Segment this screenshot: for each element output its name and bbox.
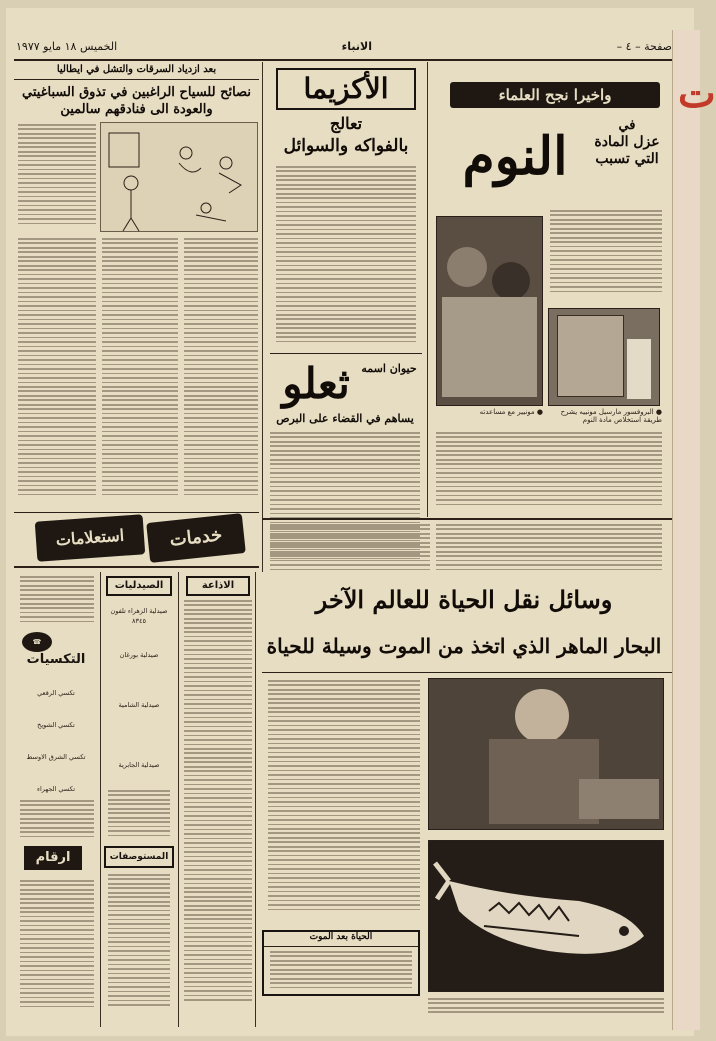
eczema-body-text <box>276 166 416 351</box>
science-body-text <box>436 432 662 512</box>
transport-title-1: وسائل نقل الحياة للعالم الآخر <box>315 585 613 614</box>
science-photo-lab <box>548 308 660 406</box>
header-date: الخميس ١٨ مايو ١٩٧٧ <box>16 40 118 53</box>
photo-figure-head-2 <box>492 262 530 300</box>
header-page-number: صفحة – ٤ – <box>616 40 672 53</box>
column-divider-dir1 <box>100 572 101 1027</box>
services-banner-inquiries: استعلامات <box>35 514 146 561</box>
broadcast-title: الاذاعة <box>186 576 250 596</box>
pharmacy-entry-1: صيدلية الزهراء تلفون ٨٣٤٥ <box>110 607 168 625</box>
science-intro-text <box>550 210 662 300</box>
fish-illustration <box>429 841 665 993</box>
taxi-entry-3: تكسي الشرق الاوسط <box>26 753 86 761</box>
transport-rule <box>262 672 672 673</box>
clinics-title: المستوصفات <box>104 846 174 868</box>
photo-woman-head <box>515 689 569 743</box>
italy-col3-text <box>184 238 258 508</box>
afterlife-box <box>262 930 420 996</box>
photo2-caption: ● البروفسور مارسيل مونييه يشرح طريقة استخلاص مادة النوم <box>560 408 662 424</box>
taxi-entry-1: تكسي الرقعي <box>37 689 75 697</box>
pharmacy-more-text <box>108 790 170 840</box>
animal-subtitle: يساهم في القضاء على البرص <box>276 412 414 425</box>
header-newspaper-name: الانباء <box>341 40 372 53</box>
science-kicker: واخيرا نجح العلماء <box>450 82 660 108</box>
italy-intro-text <box>18 124 96 234</box>
animal-continued-text <box>270 524 430 574</box>
numbers-text <box>20 880 94 1015</box>
taxi-title: التكسيات <box>26 652 86 667</box>
photo-chart-board <box>557 315 624 397</box>
science-photo-scientists <box>436 216 543 406</box>
italy-subhead: نصائح للسياح الراغبين في تذوق السباغيتي والعودة الى فنادقهم سالمين <box>22 85 251 117</box>
page-header <box>14 40 672 58</box>
adjacent-page-letter: ت <box>678 70 716 117</box>
science-continued-text <box>436 524 662 574</box>
taxi-logo: ☎ <box>22 632 52 652</box>
science-title-main: النوم <box>462 126 568 187</box>
transport-title-2: البحار الماهر الذي اتخذ من الموت وسيلة للحياة <box>266 634 662 658</box>
afterlife-box-title: الحياة بعد الموت <box>264 932 418 947</box>
animal-kicker: حيوان اسمه <box>361 362 417 375</box>
transport-photo-woman <box>428 678 664 830</box>
clinics-text <box>108 874 170 1014</box>
numbers-title: ارقام <box>24 846 82 870</box>
eczema-title: الأكزيما <box>276 68 416 110</box>
italy-headline: بعد ازدياد السرقات والتشل في ايطاليا <box>14 64 259 80</box>
directory-top-text <box>20 576 94 626</box>
taxi-more-text <box>20 800 94 840</box>
services-rule <box>14 512 259 513</box>
photo1-caption: ● مونيير مع مساعدته <box>479 408 543 416</box>
photo-scientist-figure <box>627 339 651 399</box>
column-divider-right <box>427 62 428 517</box>
pharmacy-entry-3: صيدلية الشامية <box>118 701 160 709</box>
pharmacy-entry-4: صيدلية الجابرية <box>118 761 160 769</box>
pharmacy-entry-2: صيدلية بورغان <box>119 651 159 659</box>
eczema-subtitle-1: تعالج <box>329 114 363 133</box>
afterlife-box-text <box>270 951 412 991</box>
eczema-subtitle-2: بالفواكه والسوائل <box>283 136 409 156</box>
directory-top-rule <box>14 566 259 568</box>
header-rule <box>14 59 672 61</box>
transport-top-rule <box>262 518 672 520</box>
column-divider-left <box>262 62 263 572</box>
italy-col1-text <box>18 238 96 508</box>
cartoon-drawing <box>101 123 259 233</box>
taxi-entry-4: تكسي الجهراء <box>36 785 76 793</box>
pharmacy-title: الصيدليات <box>106 576 172 596</box>
transport-footer-text <box>428 998 664 1020</box>
italy-col2-text <box>102 238 178 508</box>
photo-background-object <box>579 779 659 819</box>
taxi-entry-2: تكسي الشويخ <box>37 721 75 729</box>
adjacent-page-edge <box>672 30 716 1030</box>
italy-cartoon <box>100 122 258 232</box>
photo-lab-coat <box>442 297 537 397</box>
science-title-desc: عزل المادة التي تسبب <box>594 134 660 167</box>
services-banner-services: خدمات <box>146 513 246 563</box>
transport-body-text <box>268 680 420 920</box>
photo-figure-head-1 <box>447 247 487 287</box>
broadcast-schedule-text <box>184 600 252 1020</box>
column-divider-dir3 <box>255 572 256 1027</box>
science-title-fi: في <box>618 118 636 133</box>
middle-divider <box>270 353 422 354</box>
column-divider-dir2 <box>178 572 179 1027</box>
animal-title: ثعلو <box>282 359 350 408</box>
transport-photo-fish <box>428 840 664 992</box>
